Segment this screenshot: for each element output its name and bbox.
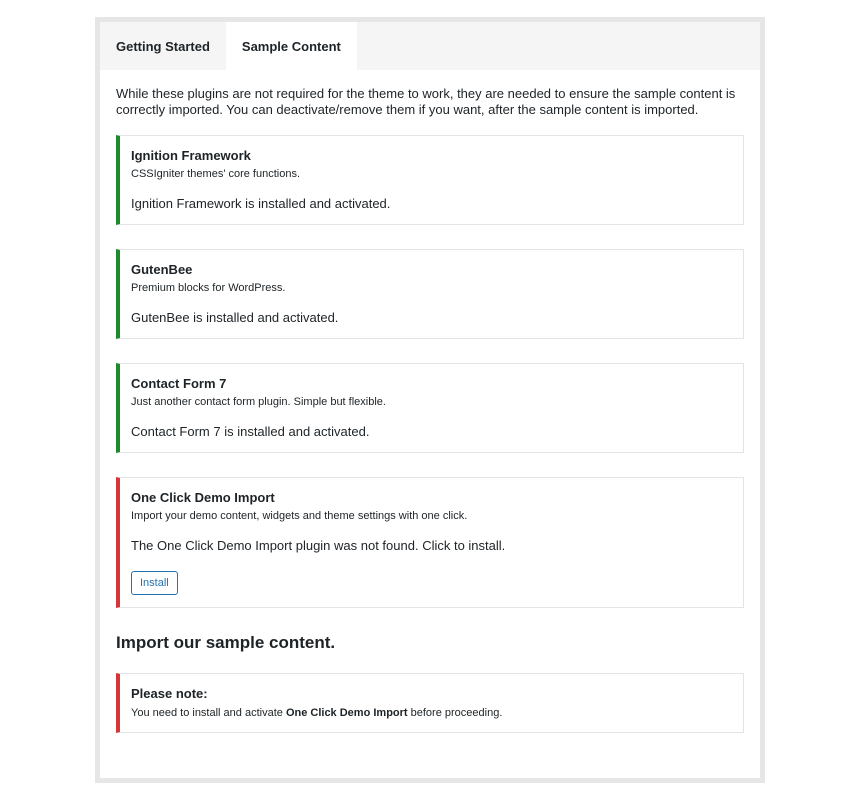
plugin-description: Import your demo content, widgets and theme settings with one click. bbox=[131, 510, 468, 522]
plugin-notice-ignition bbox=[116, 135, 744, 225]
plugin-notice-gutenbee bbox=[116, 249, 744, 339]
import-section-title: Import our sample content. bbox=[116, 633, 336, 652]
tab-sample-content[interactable]: Sample Content bbox=[226, 22, 357, 70]
plugin-notice-contact-form-7 bbox=[116, 363, 744, 453]
plugin-notice-one-click-demo-import bbox=[116, 477, 744, 608]
tab-bar bbox=[100, 22, 760, 70]
plugin-name: GutenBee bbox=[131, 262, 193, 277]
setup-panel bbox=[95, 17, 765, 783]
note-text bbox=[131, 706, 731, 720]
intro-text: While these plugins are not required for the theme to work, they are needed to ensure the sample content is correctly imported. You can deactivate/remove them if you want, after the sample content is imported. bbox=[116, 86, 736, 117]
please-note-notice bbox=[116, 673, 744, 733]
tab-content bbox=[100, 70, 760, 733]
plugin-status: The One Click Demo Import plugin was not found. Click to install. bbox=[131, 538, 506, 553]
tab-getting-started[interactable]: Getting Started bbox=[116, 38, 210, 54]
install-button[interactable]: Install bbox=[131, 571, 178, 595]
note-suffix: before proceeding. bbox=[410, 707, 503, 719]
plugin-status: Contact Form 7 is installed and activated. bbox=[131, 424, 370, 439]
plugin-description: Premium blocks for WordPress. bbox=[131, 282, 286, 294]
plugin-status: Ignition Framework is installed and activated. bbox=[131, 196, 391, 211]
note-plugin-name: One Click Demo Import bbox=[285, 707, 408, 719]
plugin-name: Contact Form 7 bbox=[131, 376, 227, 391]
plugin-description: CSSIgniter themes' core functions. bbox=[131, 168, 301, 180]
plugin-description: Just another contact form plugin. Simple but flexible. bbox=[131, 396, 386, 408]
plugin-name: One Click Demo Import bbox=[131, 490, 275, 505]
note-title: Please note: bbox=[131, 686, 208, 701]
note-prefix: You need to install and activate bbox=[131, 707, 283, 719]
plugin-name: Ignition Framework bbox=[131, 148, 251, 163]
plugin-status: GutenBee is installed and activated. bbox=[131, 310, 339, 325]
